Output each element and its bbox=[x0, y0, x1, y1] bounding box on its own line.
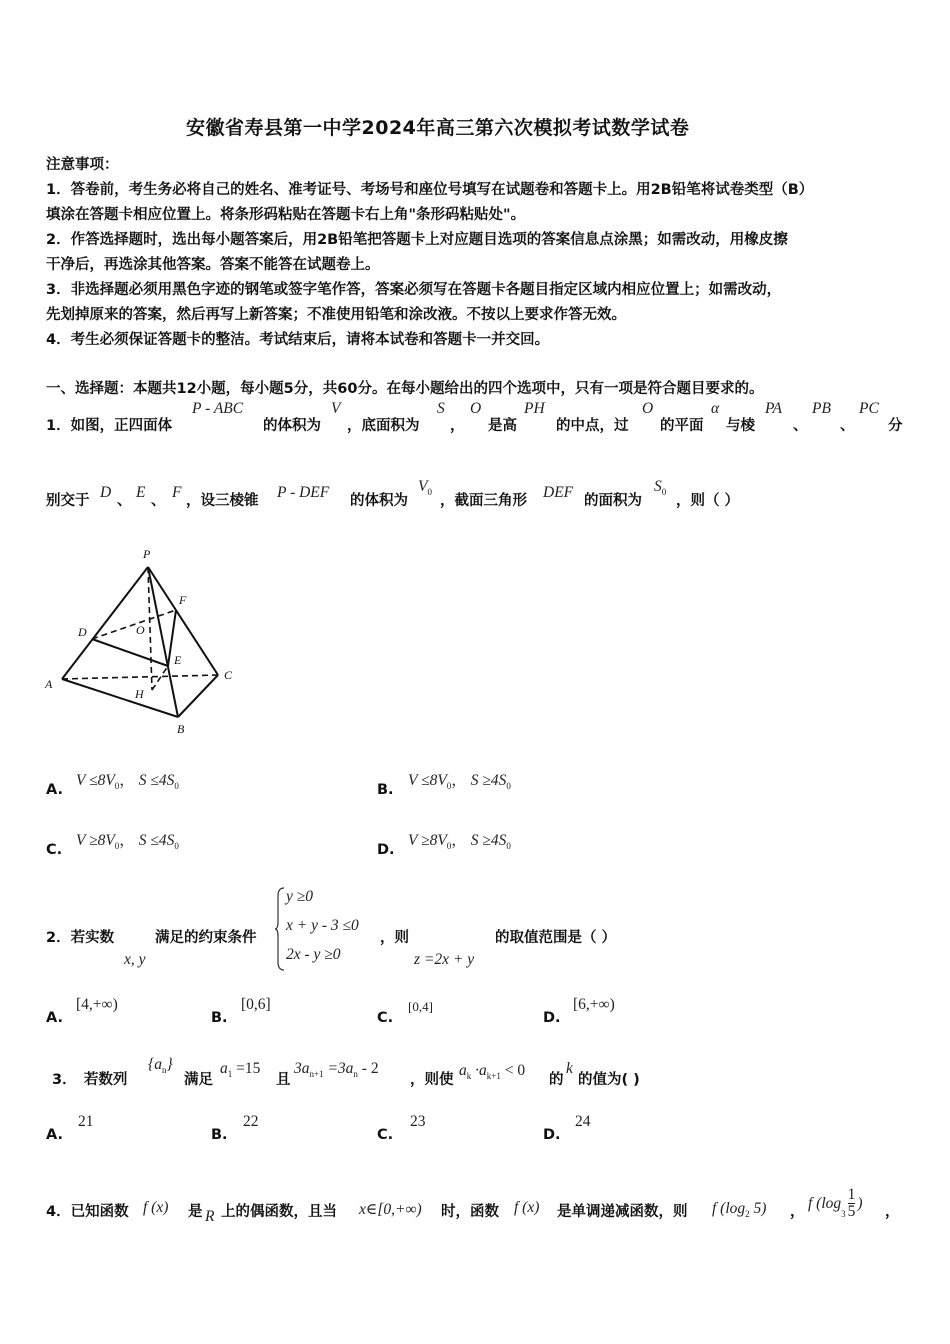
q3-math: $a_1 =15$ bbox=[220, 1060, 261, 1080]
q1-option-b-letter: B. bbox=[377, 782, 394, 798]
q3-option-b-letter: B. bbox=[211, 1127, 228, 1143]
q1-text: ，底面积为 bbox=[347, 418, 420, 434]
q2-text: 的取值范围是（ ） bbox=[495, 930, 617, 946]
q2-option-b-letter: B. bbox=[211, 1010, 228, 1026]
q1-option-a: $V \le 8V_0$， $S \le 4S_0$ bbox=[76, 772, 179, 792]
q1-math: V bbox=[331, 400, 341, 417]
q1-text: 的平面 bbox=[660, 418, 704, 434]
notice-line: 4．考生必须保证答题卡的整洁。考试结束后，请将本试卷和答题卡一并交回。 bbox=[46, 332, 550, 348]
q1-option-d-letter: D. bbox=[377, 842, 395, 858]
q1-text: 、 bbox=[793, 418, 808, 434]
edge-AC bbox=[62, 675, 218, 679]
q2-option-d-letter: D. bbox=[543, 1010, 561, 1026]
q1-math: E bbox=[136, 484, 146, 501]
q1-option-c: $V \ge 8V_0$， $S \le 4S_0$ bbox=[76, 832, 179, 852]
q2-text: 2．若实数 bbox=[46, 930, 115, 946]
q4-math: f ($\log_2$ 5) bbox=[712, 1200, 767, 1220]
q1-math: PH bbox=[524, 400, 545, 417]
q1-math: $V_0$ bbox=[418, 478, 432, 498]
q3-text: 满足 bbox=[184, 1072, 213, 1088]
q4-math: R bbox=[205, 1208, 215, 1225]
q1-text: 与棱 bbox=[726, 418, 755, 434]
notice-line: 2．作答选择题时，选出每小题答案后，用2B铅笔把答题卡上对应题目选项的答案信息点涂黑；如需改动，用橡皮擦 bbox=[46, 232, 788, 248]
q3-option-a-letter: A. bbox=[46, 1127, 63, 1143]
q3-text: 3． 若数列 bbox=[52, 1072, 128, 1088]
q1-math: PA bbox=[765, 400, 782, 417]
q4-math: x∈[0,+∞) bbox=[359, 1201, 422, 1218]
notice-line: 1．答卷前，考生务必将自己的姓名、准考证号、考场号和座位号填写在试题卷和答题卡上。用2B铅笔将试卷类型（B） bbox=[46, 182, 814, 198]
q2-constraint: x + y - 3 ≤0 bbox=[286, 917, 359, 934]
q4-math: f (x) bbox=[514, 1199, 540, 1216]
edge-AB bbox=[62, 679, 178, 717]
q3-math: k bbox=[566, 1060, 573, 1077]
q2-option-a: [4,+∞) bbox=[76, 996, 118, 1013]
q2-text: ，则 bbox=[380, 930, 409, 946]
q3-option-b: 22 bbox=[243, 1113, 259, 1130]
q4-math: f (x) bbox=[143, 1199, 169, 1216]
q3-option-c: 23 bbox=[410, 1113, 426, 1130]
page-title: 安徽省寿县第一中学2024年高三第六次模拟考试数学试卷 bbox=[186, 117, 690, 139]
q1-text: 的体积为 bbox=[350, 493, 408, 509]
q2-option-c: [0,4] bbox=[408, 999, 433, 1014]
q1-math: α bbox=[711, 400, 720, 417]
q4-math: f ($\log_3$ $\frac{1}{5}$ ) bbox=[808, 1186, 863, 1220]
q1-text: 是高 bbox=[488, 418, 517, 434]
q1-math: P - DEF bbox=[277, 484, 330, 501]
q2-option-a-letter: A. bbox=[46, 1010, 63, 1026]
section-heading: 一、选择题：本题共12小题，每小题5分，共60分。在每小题给出的四个选项中，只有一项是符合题目要求的。 bbox=[46, 381, 764, 397]
q2-text: 满足的约束条件 bbox=[155, 930, 257, 946]
q4-text: ， bbox=[885, 1204, 900, 1220]
q1-math: O bbox=[470, 400, 482, 417]
q1-math: S bbox=[437, 400, 445, 417]
q2-option-b: [0,6] bbox=[241, 996, 271, 1013]
q1-option-a-letter: A. bbox=[46, 782, 63, 798]
q1-text: 1．如图，正四面体 bbox=[46, 418, 173, 434]
label-F: F bbox=[179, 593, 187, 607]
q1-text: 分 bbox=[888, 418, 903, 434]
q3-option-a: 21 bbox=[78, 1113, 94, 1130]
q1-text: 别交于 bbox=[46, 493, 90, 509]
q3-option-d: 24 bbox=[575, 1113, 591, 1130]
notice-line: 3．非选择题必须用黑色字迹的钢笔或签字笔作答，答案必须写在答题卡各题目指定区域内相应位置上；如需改动， bbox=[46, 282, 782, 298]
notice-line: 填涂在答题卡相应位置上。将条形码粘贴在答题卡右上角"条形码粘贴处"。 bbox=[46, 207, 526, 223]
q1-math: PC bbox=[859, 400, 879, 417]
q1-math: DEF bbox=[543, 484, 574, 501]
q4-text: 上的偶函数，且当 bbox=[221, 1204, 337, 1220]
q3-math: $3a_{n+1} =3a_n - 2$ bbox=[294, 1060, 379, 1080]
q3-option-d-letter: D. bbox=[543, 1127, 561, 1143]
q1-text: ，设三棱锥 bbox=[186, 493, 259, 509]
q1-text: 的中点，过 bbox=[556, 418, 629, 434]
q4-text: 4．已知函数 bbox=[46, 1204, 129, 1220]
q1-text: ，截面三角形 bbox=[440, 493, 527, 509]
q3-text: 的 bbox=[549, 1072, 564, 1088]
q1-option-d: $V \ge 8V_0$， $S \ge 4S_0$ bbox=[408, 832, 511, 852]
q4-text: ， bbox=[790, 1204, 805, 1220]
q1-math: P - ABC bbox=[192, 400, 244, 417]
q3-math: $a_k \cdot a_{k+1} < 0$ bbox=[459, 1062, 526, 1082]
q3-math: $\{a_n\}$ bbox=[148, 1056, 173, 1076]
label-B: B bbox=[177, 722, 185, 736]
q1-math: D bbox=[100, 484, 112, 501]
q3-text: 的值为( ) bbox=[578, 1072, 640, 1088]
label-E: E bbox=[174, 653, 182, 667]
label-D: D bbox=[78, 625, 87, 639]
q1-option-c-letter: C. bbox=[46, 842, 63, 858]
q1-math: F bbox=[172, 484, 182, 501]
segment-HE bbox=[152, 666, 168, 690]
q3-text: ，则使 bbox=[410, 1072, 454, 1088]
q1-text: ， bbox=[450, 418, 465, 434]
q4-text: 是 bbox=[188, 1204, 203, 1220]
q2-constraint: y ≥0 bbox=[286, 888, 314, 905]
q1-text: 的体积为 bbox=[263, 418, 321, 434]
segment-DE bbox=[92, 639, 168, 666]
q2-math: z =2x + y bbox=[414, 951, 475, 968]
q1-text: ，则（ ） bbox=[676, 493, 740, 509]
notice-heading: 注意事项： bbox=[46, 157, 119, 173]
notice-line: 干净后，再选涂其他答案。答案不能答在试题卷上。 bbox=[46, 257, 380, 273]
q2-math: x, y bbox=[124, 951, 146, 968]
q4-text: 时，函数 bbox=[441, 1204, 499, 1220]
constraint-brace bbox=[274, 886, 286, 972]
q4-text: 是单调递减函数，则 bbox=[557, 1204, 688, 1220]
label-C: C bbox=[224, 668, 233, 682]
q1-math: $S_0$ bbox=[654, 478, 667, 498]
label-O: O bbox=[136, 623, 145, 637]
label-P: P bbox=[143, 547, 151, 561]
tetrahedron-figure bbox=[40, 540, 250, 740]
label-A: A bbox=[45, 677, 53, 691]
q1-math: PB bbox=[812, 400, 831, 417]
label-H: H bbox=[135, 687, 144, 701]
q1-text: 、 bbox=[117, 493, 132, 509]
edge-BC bbox=[178, 675, 218, 717]
q3-option-c-letter: C. bbox=[377, 1127, 394, 1143]
q2-constraint: 2x - y ≥0 bbox=[286, 946, 341, 963]
q3-text: 且 bbox=[276, 1072, 291, 1088]
q1-math: O bbox=[642, 400, 654, 417]
q2-option-d: [6,+∞) bbox=[573, 996, 615, 1013]
q1-text: 、 bbox=[840, 418, 855, 434]
q1-text: 的面积为 bbox=[584, 493, 642, 509]
notice-line: 先划掉原来的答案，然后再写上新答案；不准使用铅笔和涂改液。不按以上要求作答无效。 bbox=[46, 307, 626, 323]
q1-option-b: $V \le 8V_0$， $S \ge 4S_0$ bbox=[408, 772, 511, 792]
q2-option-c-letter: C. bbox=[377, 1010, 394, 1026]
q1-text: 、 bbox=[151, 493, 166, 509]
